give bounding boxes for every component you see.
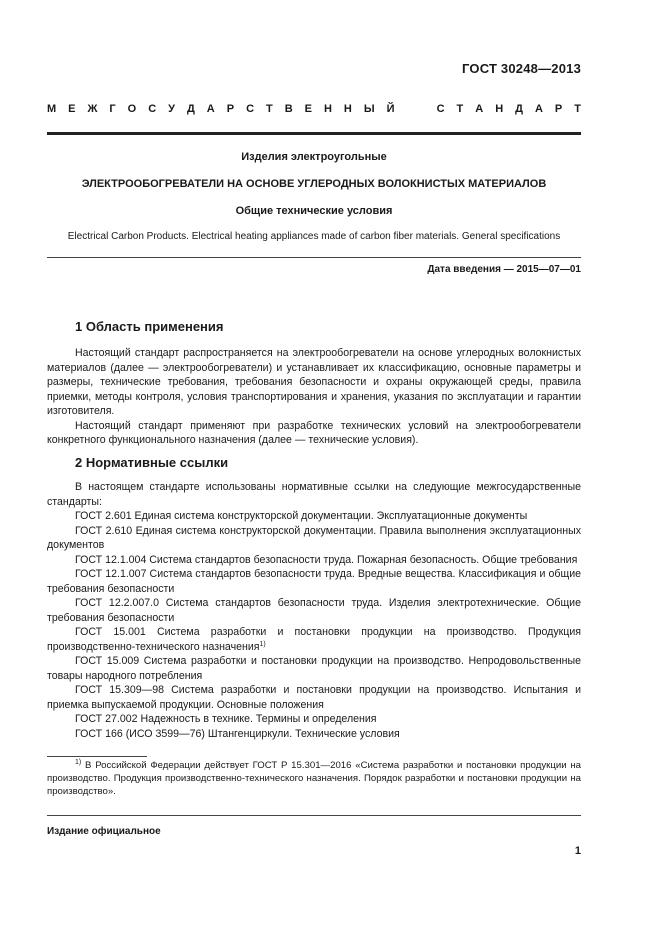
banner-letter: Г	[109, 103, 116, 115]
banner-letter: М	[47, 103, 57, 115]
banner-letter: Р	[226, 103, 235, 115]
banner-letter: А	[534, 103, 543, 115]
section-1-paragraph-1: Настоящий стандарт распространяется на электрообогреватели на основе углеродных волокнистых материалов (далее — электрообогреватели) и устанавливает их классификацию, основные параметры и размеры, технические требования, требования безопасности и охраны окружающей среды, правила приемки, методы контроля, условия транспортирования и хранения, указания по эксплуатации и гарантии изготовителя.	[47, 347, 581, 417]
page-number: 1	[574, 845, 581, 857]
banner-letter	[422, 103, 425, 115]
banner-letter: У	[168, 103, 175, 115]
title-general: Общие технические условия	[235, 205, 393, 217]
banner-letter: С	[246, 103, 255, 115]
banner-letter: Т	[266, 103, 273, 115]
banner-letter: Й	[386, 103, 395, 115]
section-1-heading: 1 Область применения	[75, 319, 224, 334]
banner-letter: С	[436, 103, 445, 115]
footnote	[47, 759, 581, 798]
reference-item: ГОСТ 27.002 Надежность в технике. Термины и определения	[75, 713, 377, 725]
banner-letter	[407, 103, 410, 115]
banner-letter: Н	[495, 103, 504, 115]
banner-letter: Н	[343, 103, 352, 115]
standard-code: ГОСТ 30248—2013	[462, 61, 581, 76]
banner-letter: Т	[574, 103, 581, 115]
reference-text: ГОСТ 15.001 Система разработки и постановки продукции на производство. Продукция производственно-технического назначения	[47, 626, 581, 653]
banner-letter: А	[475, 103, 484, 115]
reference-item: ГОСТ 2.601 Единая система конструкторской документации. Эксплуатационные документы	[75, 510, 528, 522]
banner-letter: Е	[68, 103, 76, 115]
reference-item: ГОСТ 12.2.007.0 Система стандартов безопасности труда. Изделия электротехнические. Общие требования безопасности	[47, 597, 581, 624]
banner-letter: Н	[323, 103, 332, 115]
official-edition-label: Издание официальное	[47, 826, 161, 837]
footnote-number: 1)	[75, 759, 82, 766]
footer-rule	[47, 815, 581, 816]
reference-item: ГОСТ 15.309—98 Система разработки и постановки продукции на производство. Испытания и приемка выпускаемой продукции. Основные положения	[47, 684, 581, 711]
banner-letter: Ы	[363, 103, 375, 115]
interstate-standard-banner	[47, 103, 581, 115]
section-2-body	[47, 480, 581, 741]
section-2-intro: В настоящем стандарте использованы нормативные ссылки на следующие межгосударственные стандарты:	[47, 481, 581, 508]
banner-letter: В	[284, 103, 293, 115]
title-english: Electrical Carbon Products. Electrical heating appliances made of carbon fiber materials. General specifications	[67, 231, 561, 242]
title-subtitle: Изделия электроугольные	[241, 151, 387, 163]
reference-item: ГОСТ 2.610 Единая система конструкторской документации. Правила выполнения эксплуатационных документов	[47, 524, 581, 551]
banner-letter: Т	[456, 103, 464, 115]
banner-letter: Д	[515, 103, 523, 115]
reference-item: ГОСТ 12.1.004 Система стандартов безопасности труда. Пожарная безопасность. Общие требования	[75, 553, 578, 566]
header-rule	[47, 132, 581, 135]
section-1-body	[47, 346, 581, 448]
reference-item: ГОСТ 166 (ИСО 3599—76) Штангенциркули. Технические условия	[75, 727, 400, 740]
reference-item: ГОСТ 12.1.007 Система стандартов безопасности труда. Вредные вещества. Классификация и общие требования безопасности	[47, 568, 581, 595]
reference-item: ГОСТ 15.009 Система разработки и постановки продукции на производство. Непродовольственные товары народного потребления	[47, 655, 581, 682]
banner-letter: С	[148, 103, 157, 115]
section-2-heading: 2 Нормативные ссылки	[75, 455, 229, 470]
section-1-paragraph-2: Настоящий стандарт применяют при разработке технических условий на электрообогреватели конкретного функционального назначения (далее — технические условия).	[47, 419, 581, 446]
title-rule	[47, 257, 581, 258]
introduction-date: Дата введения — 2015—07—01	[427, 264, 581, 275]
title-main: ЭЛЕКТРООБОГРЕВАТЕЛИ НА ОСНОВЕ УГЛЕРОДНЫХ ВОЛОКНИСТЫХ МАТЕРИАЛОВ	[81, 178, 547, 190]
banner-letter: Ж	[87, 103, 98, 115]
footnote-marker[interactable]: 1)	[259, 640, 266, 648]
footnote-separator	[47, 756, 147, 757]
footnote-text: В Российской Федерации действует ГОСТ Р 15.301—2016 «Система разработки и постановки продукции на производство. Продукция производственно-технического назначения. Порядок разработки и постановки продукции на производство».	[47, 760, 581, 797]
banner-letter: А	[206, 103, 215, 115]
banner-letter: Р	[554, 103, 563, 115]
banner-letter: О	[127, 103, 137, 115]
reference-item-with-footnote	[47, 625, 581, 654]
banner-letter: Е	[304, 103, 312, 115]
banner-letter: Д	[186, 103, 195, 115]
